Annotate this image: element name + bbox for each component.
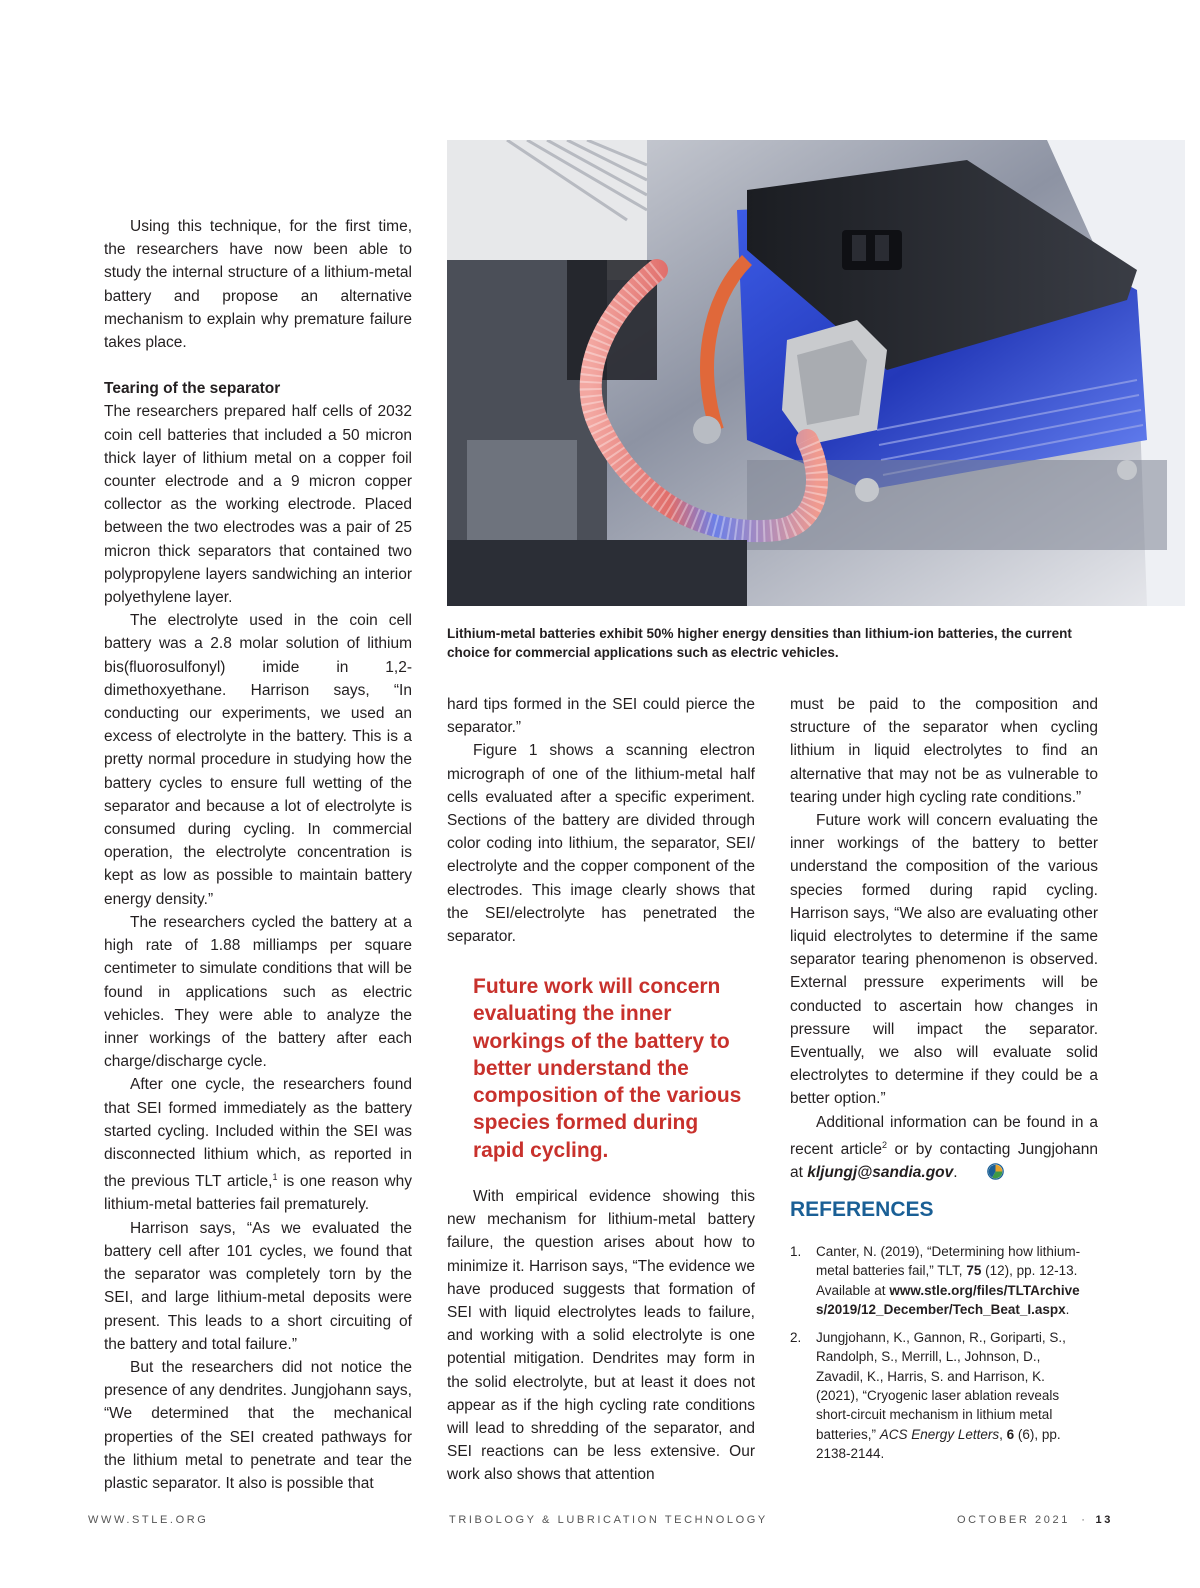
reference-part: Canter, N. (2019), “Determining how lithium-metal batteries fail,” TLT, — [816, 1244, 1081, 1279]
email-link[interactable]: kljungj@sandia.gov — [807, 1164, 954, 1182]
paragraph-text: Additional information can be found in a recent article — [790, 1113, 1098, 1159]
paragraph: Future work will concern evaluating the inner workings of the battery to better understand the composition of the various species formed during rapid cycling. Harrison says, “We also are evaluating other liquid electrolytes to determine if the same separator tearing phenomenon is observed. External pressure experiments will be conducted to ascertain how changes in pressure will impact the separator. Eventually, we also will evaluate solid electrolytes to determine if they could be a better option.” — [790, 812, 1098, 1108]
paragraph: With empirical evidence showing this new mechanism for lithium-metal battery failure, the question arises about how to minimize it. Harrison says, “The evidence we have produced suggests that formation of SEI with liquid electrolytes leads to failure, and working with a solid electrolyte is one potential mitigation. Dendrites may form in the solid electrolyte, but at least it does not appear as if the high cycling rate conditions will lead to shredding of the separator, and SEI reactions can be less extensive. Our work also shows that attention — [447, 1188, 755, 1484]
paragraph: The researchers prepared half cells of 2032 coin cell batteries that included a 50 micron thick layer of lithium metal on a copper foil counter electrode and a 9 micron copper collector as the working electrode. Placed between the two electrodes was a pair of 25 micron thick separators that contained two polypropylene layers sandwiching an interior polyethylene layer. — [104, 403, 412, 607]
references-title: REFERENCES — [790, 1198, 934, 1221]
reference-part: (6), pp. 2138-2144. — [816, 1426, 1061, 1461]
reference-number: 2. — [790, 1330, 802, 1346]
column-middle — [447, 693, 755, 948]
stle-logo-icon — [961, 1163, 1004, 1187]
battery-photo — [447, 140, 1185, 606]
reference-link[interactable]: www.stle.org/files/TLTArchives/2019/12_December/Tech_Beat_I.aspx — [816, 1282, 1080, 1317]
paragraph: must be paid to the composition and structure of the separator when cycling lithium in liquid electrolytes to find an alternative that may not be as vulnerable to tearing under high cycling rate conditions.” — [790, 696, 1098, 806]
paragraph-text: is one reason why lithium-metal batteries fail prematurely. — [104, 1173, 412, 1214]
reference-volume: 75 — [966, 1263, 982, 1279]
section-subhead: Tearing of the separator — [104, 380, 281, 398]
paragraph: Figure 1 shows a scanning electron micrograph of one of the lithium-metal half cells evaluated after a specific experiment. Sections of the battery are divided through color coding into lithium, the separator, SEI/ electrolyte and the copper component of the electrodes. This image clearly shows that the SEI/electrolyte has penetrated the separator. — [447, 742, 755, 946]
photo-caption: Lithium-metal batteries exhibit 50% higher energy densities than lithium-ion batteries, the current choice for commercial applications such as electric vehicles. — [447, 626, 1072, 660]
reference-journal: ACS Energy Letters — [879, 1426, 1000, 1442]
footer-date — [957, 1514, 1113, 1526]
reference-volume: 6 — [1006, 1426, 1015, 1442]
references-list — [790, 1242, 1090, 1472]
paragraph-text: After one cycle, the researchers found that SEI formed immediately as the battery started cycling. Included within the SEI was disconnected lithium which, as reported in the previous TLT article, — [104, 1076, 412, 1191]
paragraph — [790, 1111, 1098, 1188]
paragraph: Using this technique, for the first time, the researchers have now been able to study the internal structure of a lithium-metal battery and propose an alternative mechanism to explain why premature failure takes place. — [104, 218, 412, 352]
paragraph — [104, 1073, 412, 1216]
footnote-ref: 1 — [272, 1172, 278, 1183]
reference-part: Jungjohann, K., Gannon, R., Goriparti, S., Randolph, S., Merrill, L., Johnson, D., Zavadil, K., Harris, S. and Harrison, K. (2021), “Cryogenic laser ablation reveals short-circuit mechanism in lithium metal batteries,” — [816, 1330, 1066, 1442]
pull-quote: Future work will concern evaluating the inner workings of the battery to better understand the composition of the various species formed during rapid cycling. — [473, 975, 742, 1162]
reference-part: , — [999, 1426, 1007, 1442]
footer-publication: TRIBOLOGY & LUBRICATION TECHNOLOGY — [449, 1514, 768, 1526]
reference-number: 1. — [790, 1244, 802, 1259]
page-number: 13 — [1095, 1514, 1113, 1526]
paragraph: The researchers cycled the battery at a high rate of 1.88 milliamps per square centimeter to simulate conditions that will be found in applications such as electric vehicles. They were able to analyze the inner workings of the battery after each charge/discharge cycle. — [104, 913, 412, 1071]
paragraph: The electrolyte used in the coin cell battery was a 2.8 molar solution of lithium bis(fluorosulfonyl) imide in 1,2-dimethoxyethane. Harrison says, “In conducting our experiments, we used an excess of electrolyte in the battery. This is a pretty normal procedure in studying how the battery cycles to ensure full wetting of the separator and because a lot of electrolyte is consumed during cycling. In commercial operation, the electrolyte concentration is kept as low as possible to maintain battery energy density.” — [104, 612, 412, 908]
reference-part: (12), pp. 12-13. Available at — [816, 1263, 1078, 1298]
footer-date-text: OCTOBER 2021 · — [957, 1514, 1088, 1526]
reference-item — [790, 1328, 1090, 1463]
paragraph-text: . — [953, 1164, 958, 1182]
electric-vehicle-battery-image — [447, 140, 1185, 606]
reference-item — [790, 1242, 1090, 1319]
reference-part: . — [1065, 1301, 1070, 1317]
reference-text — [816, 1242, 1090, 1319]
paragraph: Harrison says, “As we evaluated the battery cell after 101 cycles, we found that the separator was completely torn by the SEI, and large lithium-metal deposits were present. This leads to a short circuiting of the battery and total failure.” — [104, 1219, 412, 1353]
column-middle-lower — [447, 1185, 755, 1487]
paragraph: hard tips formed in the SEI could pierce the separator.” — [447, 696, 755, 737]
footer-website: WWW.STLE.ORG — [88, 1514, 209, 1526]
footnote-ref: 2 — [881, 1139, 887, 1150]
column-left — [104, 215, 412, 1495]
paragraph-text: or by contacting Jungjohann at — [790, 1141, 1098, 1182]
paragraph: But the researchers did not notice the presence of any dendrites. Jungjohann says, “We determined that the mechanical properties of the SEI created pathways for the lithium metal to penetrate and tear the plastic separator. It also is possible that — [104, 1358, 412, 1492]
column-right — [790, 693, 1098, 1187]
reference-text — [816, 1328, 1090, 1463]
